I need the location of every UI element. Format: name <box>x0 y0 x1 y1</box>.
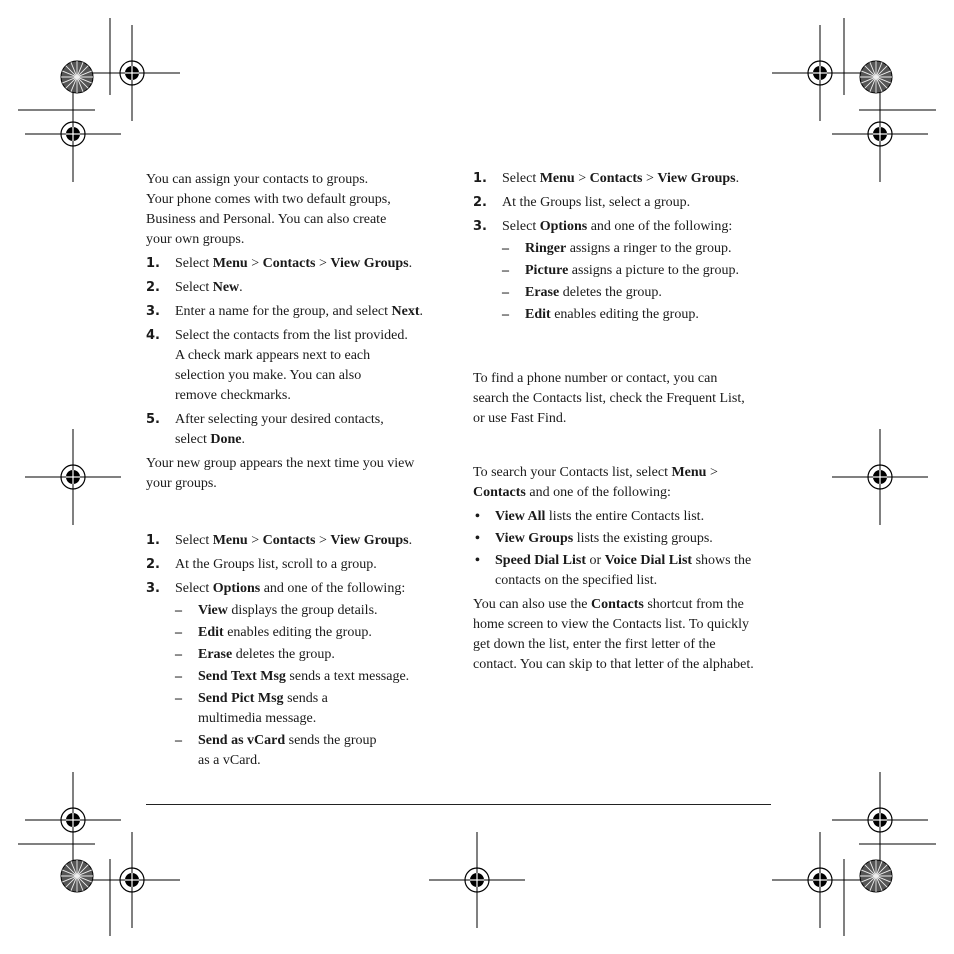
text-run: or <box>586 553 605 568</box>
dash-marker: – <box>502 285 509 300</box>
emphasis-term: Contacts <box>473 485 526 500</box>
text-run: > <box>642 171 658 186</box>
emphasis-term: Options <box>539 219 588 234</box>
text-run: and one of the following: <box>525 485 671 500</box>
option-item <box>502 239 778 259</box>
option-item <box>175 623 446 643</box>
registration-mark <box>832 772 928 868</box>
text-run: . <box>408 256 413 271</box>
text-line <box>473 615 778 635</box>
right-column <box>473 169 778 679</box>
edit-group-steps <box>473 169 778 325</box>
text-line <box>175 555 446 575</box>
text-line <box>473 463 778 483</box>
text-run: assigns a picture to the group. <box>568 263 739 278</box>
registration-mark <box>772 832 868 928</box>
emphasis-term: Edit <box>525 307 551 322</box>
step-number: 2. <box>146 280 160 295</box>
option-item <box>502 305 778 325</box>
text-run: sends the group <box>285 733 377 748</box>
text-line <box>175 278 446 298</box>
bullet-item <box>473 529 778 549</box>
text-run: get down the list, enter the first letter of the <box>473 637 716 652</box>
contacts-shortcut-paragraph <box>473 595 778 675</box>
step-number: 2. <box>473 195 487 210</box>
step-item <box>146 555 446 575</box>
text-line <box>495 529 778 549</box>
step-number: 3. <box>473 219 487 234</box>
find-line: To find a phone number or contact, you can <box>473 371 718 386</box>
emphasis-term: View Groups <box>330 533 409 548</box>
text-run: assigns a ringer to the group. <box>566 241 732 256</box>
text-line <box>175 430 446 450</box>
step-item <box>473 217 778 325</box>
find-contacts-intro <box>473 369 778 429</box>
emphasis-term: Menu <box>212 256 248 271</box>
registration-mark <box>84 832 180 928</box>
registration-mark <box>832 86 928 182</box>
bullet-item <box>473 507 778 527</box>
dash-marker: – <box>175 733 182 748</box>
emphasis-term: Voice Dial List <box>604 553 693 568</box>
text-line <box>502 217 778 237</box>
create-group-intro <box>146 170 446 250</box>
text-run: shortcut from the <box>643 597 744 612</box>
text-run: . <box>239 280 243 295</box>
text-line <box>198 601 446 621</box>
text-run: deletes the group. <box>559 285 662 300</box>
text-line <box>175 302 446 322</box>
option-item <box>175 601 446 621</box>
step-item <box>146 326 446 406</box>
step-number: 5. <box>146 412 160 427</box>
text-line <box>198 645 446 665</box>
text-line <box>198 623 446 643</box>
registration-mark <box>25 772 121 868</box>
emphasis-term: Menu <box>539 171 575 186</box>
text-line <box>525 261 778 281</box>
create-group-outro <box>146 454 446 494</box>
dash-marker: – <box>175 669 182 684</box>
text-run: After selecting your desired contacts, <box>175 412 384 427</box>
emphasis-term: Send as vCard <box>198 733 286 748</box>
intro-line: You can assign your contacts to groups. <box>146 172 369 187</box>
emphasis-term: Menu <box>671 465 707 480</box>
emphasis-term: Contacts <box>589 171 643 186</box>
step-item <box>146 278 446 298</box>
registration-mark <box>429 832 525 928</box>
emphasis-term: Picture <box>525 263 569 278</box>
text-line <box>525 283 778 303</box>
step-number: 1. <box>473 171 487 186</box>
emphasis-term: Erase <box>525 285 560 300</box>
option-item <box>175 667 446 687</box>
outro-line: Your new group appears the next time you view <box>146 456 415 471</box>
dash-marker: – <box>502 263 509 278</box>
text-line <box>495 571 778 591</box>
text-run: contacts on the specified list. <box>495 573 658 588</box>
step-number: 3. <box>146 581 160 596</box>
bullet-marker: • <box>475 553 480 568</box>
text-line: A check mark appears next to each <box>175 348 371 363</box>
emphasis-term: View All <box>495 509 546 524</box>
emphasis-term: Done <box>210 432 242 447</box>
emphasis-term: Contacts <box>262 256 316 271</box>
text-line <box>502 169 778 189</box>
color-target-mark <box>61 860 93 892</box>
intro-line: Business and Personal. You can also create <box>146 212 387 227</box>
text-run: You can also use the <box>473 597 591 612</box>
emphasis-term: Contacts <box>590 597 644 612</box>
text-run: . <box>241 432 245 447</box>
find-line: or use Fast Find. <box>473 411 567 426</box>
text-line <box>198 751 446 771</box>
step-item <box>473 169 778 189</box>
dash-marker: – <box>175 647 182 662</box>
step-item <box>473 193 778 213</box>
registration-mark <box>25 429 121 525</box>
step-item <box>146 531 446 551</box>
text-line <box>525 239 778 259</box>
emphasis-term: Send Pict Msg <box>198 691 284 706</box>
emphasis-term: Speed Dial List <box>495 553 587 568</box>
step-number: 2. <box>146 557 160 572</box>
text-line <box>473 655 778 675</box>
text-run: home screen to view the Contacts list. To quickly <box>473 617 749 632</box>
dash-marker: – <box>175 603 182 618</box>
step-number: 3. <box>146 304 160 319</box>
text-run: > <box>315 533 331 548</box>
emphasis-term: Erase <box>198 647 233 662</box>
intro-line: Your phone comes with two default groups, <box>146 192 391 207</box>
bullet-item <box>473 551 778 591</box>
emphasis-term: Edit <box>198 625 224 640</box>
step-item <box>146 410 446 450</box>
color-target-mark <box>61 61 93 93</box>
text-line <box>175 531 446 551</box>
text-run: Select <box>175 256 213 271</box>
options-list <box>502 239 778 325</box>
footer-rule <box>146 804 771 805</box>
text-run: shows the <box>692 553 752 568</box>
text-line <box>495 551 778 571</box>
text-line: selection you make. You can also <box>175 368 362 383</box>
dash-marker: – <box>175 625 182 640</box>
text-run: lists the entire Contacts list. <box>545 509 705 524</box>
emphasis-term: View <box>198 603 228 618</box>
step-number: 4. <box>146 328 160 343</box>
text-line <box>473 635 778 655</box>
color-target-mark <box>860 860 892 892</box>
text-line <box>495 507 778 527</box>
emphasis-term: Options <box>212 581 261 596</box>
bullet-marker: • <box>475 531 480 546</box>
option-item <box>175 731 446 771</box>
intro-line: your own groups. <box>146 232 245 247</box>
text-run: enables editing the group. <box>550 307 699 322</box>
option-item <box>502 283 778 303</box>
text-line <box>198 731 446 751</box>
options-list <box>175 601 446 771</box>
search-contacts-intro <box>473 463 778 503</box>
text-line <box>198 667 446 687</box>
text-run: deletes the group. <box>232 647 335 662</box>
text-run: > <box>706 465 718 480</box>
text-line <box>198 689 446 709</box>
text-line: remove checkmarks. <box>175 388 291 403</box>
text-run: At the Groups list, scroll to a group. <box>175 557 377 572</box>
text-run: > <box>574 171 590 186</box>
emphasis-term: Contacts <box>262 533 316 548</box>
bullet-marker: • <box>475 509 480 524</box>
step-item <box>146 579 446 771</box>
step-number: 1. <box>146 256 160 271</box>
text-line <box>198 709 446 729</box>
emphasis-term: View Groups <box>330 256 409 271</box>
outro-line: your groups. <box>146 476 217 491</box>
registration-mark <box>832 429 928 525</box>
text-run: At the Groups list, select a group. <box>502 195 691 210</box>
dash-marker: – <box>502 307 509 322</box>
text-run: select <box>175 432 211 447</box>
text-run: > <box>247 256 263 271</box>
text-line: Select the contacts from the list provided. <box>175 328 408 343</box>
dash-marker: – <box>175 691 182 706</box>
option-item <box>175 689 446 729</box>
text-line <box>502 193 778 213</box>
text-line <box>525 305 778 325</box>
left-column <box>146 170 446 775</box>
view-group-steps <box>146 531 446 771</box>
text-line <box>175 254 446 274</box>
color-target-mark <box>860 61 892 93</box>
emphasis-term: New <box>212 280 240 295</box>
emphasis-term: Menu <box>212 533 248 548</box>
create-group-steps <box>146 254 446 450</box>
emphasis-term: Ringer <box>525 241 567 256</box>
text-run: > <box>315 256 331 271</box>
text-line <box>473 483 778 503</box>
text-run: sends a <box>283 691 328 706</box>
text-run: Select <box>175 533 213 548</box>
text-run: . <box>419 304 424 319</box>
text-run: Select <box>175 581 213 596</box>
text-run: . <box>735 171 740 186</box>
text-run: multimedia message. <box>198 711 317 726</box>
option-item <box>175 645 446 665</box>
emphasis-term: View Groups <box>657 171 736 186</box>
text-line <box>175 579 446 599</box>
registration-mark <box>772 25 868 121</box>
text-line <box>473 595 778 615</box>
search-options-list <box>473 507 778 591</box>
text-run: as a vCard. <box>198 753 261 768</box>
step-number: 1. <box>146 533 160 548</box>
dash-marker: – <box>502 241 509 256</box>
find-line: search the Contacts list, check the Frequent List, <box>473 391 745 406</box>
text-run: sends a text message. <box>285 669 410 684</box>
text-run: . <box>408 533 413 548</box>
text-run: and one of the following: <box>587 219 733 234</box>
registration-mark <box>84 25 180 121</box>
emphasis-term: Next <box>391 304 420 319</box>
step-item <box>146 254 446 274</box>
text-run: > <box>247 533 263 548</box>
text-run: Select <box>502 171 540 186</box>
text-run: Select <box>175 280 213 295</box>
text-run: lists the existing groups. <box>573 531 713 546</box>
emphasis-term: Send Text Msg <box>198 669 286 684</box>
emphasis-term: View Groups <box>495 531 574 546</box>
text-run: Select <box>502 219 540 234</box>
step-item <box>146 302 446 322</box>
registration-mark <box>25 86 121 182</box>
text-run: To search your Contacts list, select <box>473 465 672 480</box>
text-run: and one of the following: <box>260 581 406 596</box>
text-run: enables editing the group. <box>223 625 372 640</box>
option-item <box>502 261 778 281</box>
text-run: contact. You can skip to that letter of the alphabet. <box>473 657 754 672</box>
text-run: displays the group details. <box>227 603 378 618</box>
text-line <box>175 410 446 430</box>
text-run: Enter a name for the group, and select <box>175 304 392 319</box>
